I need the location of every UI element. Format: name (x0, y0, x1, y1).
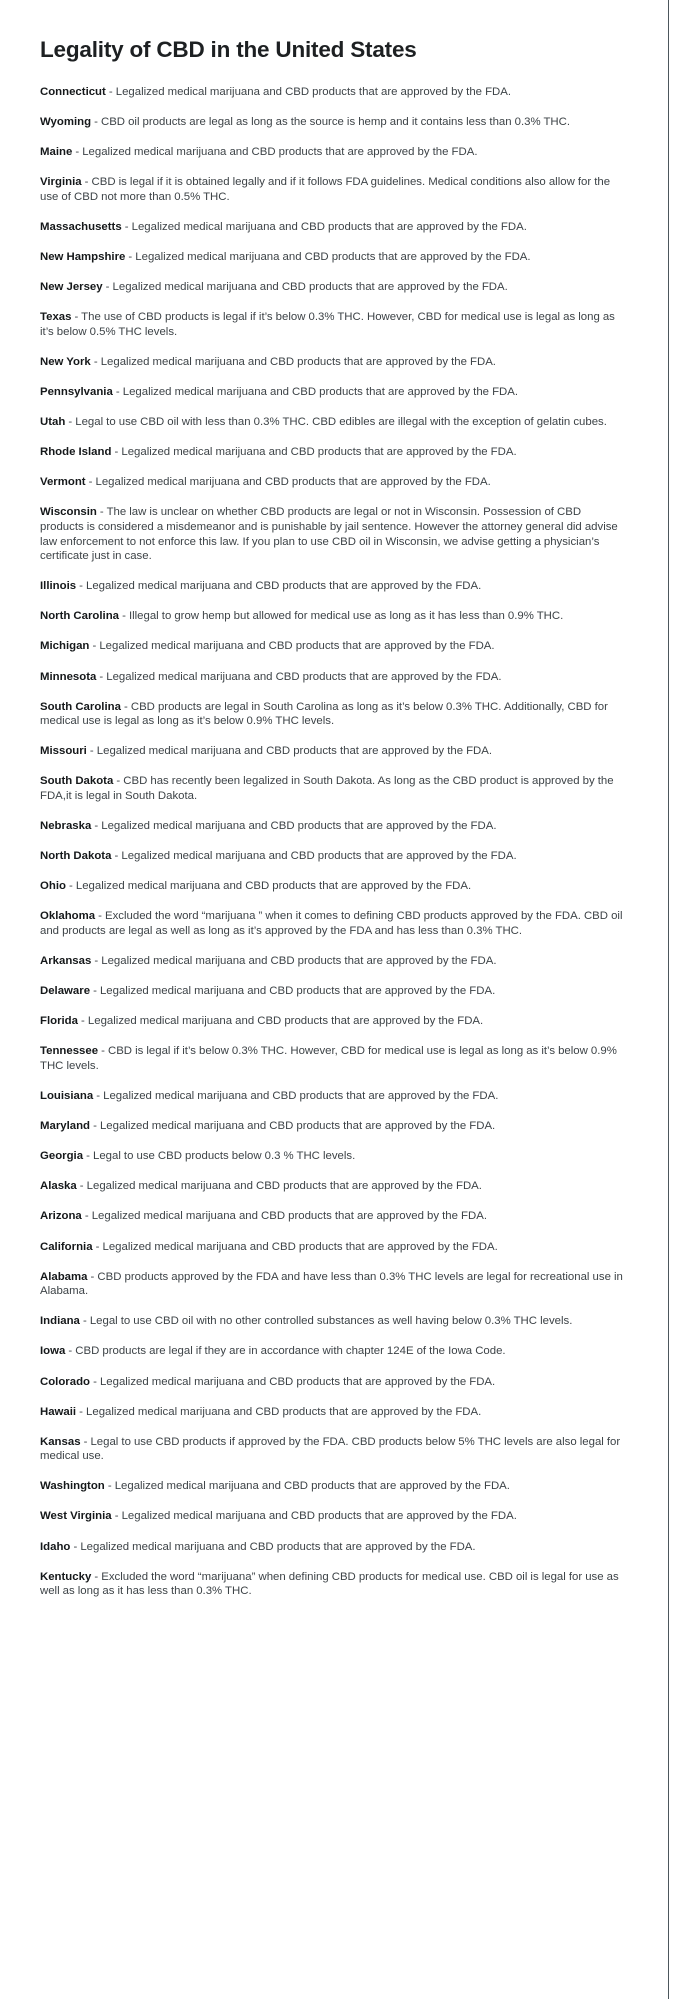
state-entry (40, 1570, 624, 1599)
state-description: Legalized medical marijuana and CBD products that are approved by the FDA. (87, 1015, 484, 1028)
state-name: Delaware (40, 985, 91, 998)
state-description: CBD is legal if it is obtained legally and if it follows FDA guidelines. Medical conditions also allow for the use of CBD not more than 0.5% THC. (40, 176, 611, 203)
state-entry (40, 639, 624, 654)
entry-separator: - (72, 146, 83, 159)
state-entry (40, 1375, 624, 1390)
state-description: Legalized medical marijuana and CBD products that are approved by the FDA. (112, 281, 508, 294)
state-name: Utah (40, 416, 66, 429)
state-description: Legalized medical marijuana and CBD products that are approved by the FDA. (121, 850, 517, 863)
state-name: South Dakota (40, 775, 114, 788)
state-description: The law is unclear on whether CBD products are legal or not in Wisconsin. Possession of CBD products is considered a misdemeanor and is punishable by jail sentence. However the attorney general did advise law enforcement to not enforce this law. If you plan to use CBD oil in Wisconsin, we advise getting a physician’s certificate just in case. (40, 506, 618, 563)
state-description: Legalized medical marijuana and CBD products that are approved by the FDA. (100, 355, 496, 368)
entry-separator: - (76, 1180, 87, 1193)
state-description: Legalized medical marijuana and CBD products that are approved by the FDA. (121, 1510, 517, 1523)
state-description: Legalized medical marijuana and CBD products that are approved by the FDA. (82, 146, 478, 159)
entry-separator: - (112, 386, 123, 399)
state-description: Legal to use CBD products if approved by the FDA. CBD products below 5% THC levels are also legal for medical use. (40, 1435, 621, 1463)
state-name: New Hampshire (40, 251, 126, 264)
state-name: Michigan (40, 640, 90, 653)
state-entry (40, 1209, 624, 1224)
state-name: Connecticut (40, 86, 106, 98)
entry-separator: - (96, 506, 107, 519)
state-name: Virginia (40, 176, 82, 189)
entry-separator: - (70, 1540, 81, 1553)
state-name: Maryland (40, 1120, 91, 1133)
state-name: California (40, 1240, 93, 1253)
state-name: Nebraska (40, 820, 92, 833)
state-entry (40, 145, 624, 160)
state-name: Indiana (40, 1315, 80, 1328)
state-entry (40, 1435, 624, 1464)
state-name: North Carolina (40, 610, 120, 623)
state-description: Legalized medical marijuana and CBD products that are approved by the FDA. (99, 640, 495, 653)
entry-separator: - (90, 985, 100, 998)
state-name: Kansas (40, 1435, 81, 1448)
state-name: Massachusetts (40, 220, 122, 233)
state-entry (40, 445, 624, 460)
state-entry (40, 819, 624, 834)
entry-separator: - (77, 1015, 88, 1028)
state-description: Legal to use CBD oil with no other controlled substances as well having below 0.3% THC levels. (89, 1315, 573, 1328)
state-entry (40, 1314, 624, 1329)
state-description: Legalized medical marijuana and CBD products that are approved by the FDA. (86, 1405, 482, 1418)
entry-separator: - (125, 251, 136, 264)
state-entry (40, 250, 624, 265)
state-entry (40, 909, 624, 938)
state-description: Legalized medical marijuana and CBD products that are approved by the FDA. (114, 1480, 510, 1493)
state-name: Wisconsin (40, 506, 97, 519)
state-description: Legalized medical marijuana and CBD products that are approved by the FDA. (99, 1120, 496, 1133)
state-description: CBD products are legal if they are in accordance with chapter 124E of the Iowa Code. (75, 1345, 506, 1358)
state-name: Alabama (40, 1270, 88, 1283)
state-name: Minnesota (40, 670, 97, 683)
entry-separator: - (104, 1480, 115, 1493)
entry-separator: - (87, 1270, 98, 1283)
entry-separator: - (91, 116, 101, 129)
entry-separator: - (76, 1405, 87, 1418)
entry-separator: - (90, 1120, 100, 1133)
entry-separator: - (79, 1315, 90, 1328)
state-entry (40, 1149, 624, 1164)
state-description: Legal to use CBD oil with less than 0.3% THC. CBD edibles are illegal with the exception of gelatin cubes. (75, 416, 607, 429)
state-name: Georgia (40, 1150, 84, 1163)
state-description: Legalized medical marijuana and CBD products that are approved by the FDA. (91, 1210, 487, 1223)
state-description: CBD has recently been legalized in South Dakota. As long as the CBD product is approved by the FDA,it is legal in South Dakota. (40, 775, 614, 803)
entry-separator: - (120, 700, 131, 713)
state-name: Idaho (40, 1540, 71, 1553)
state-entry (40, 1479, 624, 1494)
state-description: Legalized medical marijuana and CBD products that are approved by the FDA. (121, 446, 517, 459)
state-entry (40, 115, 624, 130)
state-entry (40, 579, 624, 594)
state-description: The use of CBD products is legal if it’s below 0.3% THC. However, CBD for medical use is legal as long as it’s below 0.5% THC levels. (40, 311, 615, 338)
state-entry (40, 984, 624, 999)
entry-separator: - (96, 670, 107, 683)
state-entry (40, 1405, 624, 1420)
state-entry (40, 954, 624, 969)
state-entry (40, 879, 624, 894)
state-name: Tennessee (40, 1045, 99, 1058)
state-name: Washington (40, 1480, 105, 1493)
state-name: North Dakota (40, 850, 112, 863)
state-entry (40, 1270, 624, 1299)
entry-separator: - (83, 1150, 93, 1163)
state-entry (40, 774, 624, 803)
state-name: Arkansas (40, 955, 92, 968)
state-entry (40, 355, 624, 370)
entry-separator: - (65, 416, 76, 429)
entry-separator: - (80, 1435, 91, 1448)
state-description: Legalized medical marijuana and CBD products that are approved by the FDA. (106, 670, 502, 683)
entry-separator: - (111, 446, 122, 459)
state-entry (40, 1540, 624, 1555)
entry-separator: - (93, 1090, 104, 1103)
state-name: Ohio (40, 880, 66, 893)
state-name: South Carolina (40, 700, 121, 713)
state-name: Alaska (40, 1180, 77, 1193)
state-entry (40, 1014, 624, 1029)
state-description: CBD oil products are legal as long as the source is hemp and it contains less than 0.3% THC. (100, 116, 571, 129)
state-name: Rhode Island (40, 446, 112, 459)
entry-separator: - (90, 355, 101, 368)
entry-separator: - (119, 610, 129, 623)
state-entry (40, 280, 624, 295)
entry-separator: - (85, 476, 96, 489)
state-description: Legalized medical marijuana and CBD products that are approved by the FDA. (75, 880, 472, 893)
state-entry-list (40, 85, 624, 1599)
entry-separator: - (76, 580, 87, 593)
state-name: Colorado (40, 1375, 90, 1388)
state-name: Florida (40, 1015, 78, 1028)
state-description: Legalized medical marijuana and CBD products that are approved by the FDA. (122, 386, 519, 399)
state-entry (40, 744, 624, 759)
state-entry (40, 475, 624, 490)
state-entry (40, 609, 624, 624)
state-description: Illegal to grow hemp but allowed for medical use as long as it has less than 0.9% THC. (128, 610, 564, 623)
state-description: Legalized medical marijuana and CBD products that are approved by the FDA. (95, 476, 491, 489)
state-description: Legalized medical marijuana and CBD products that are approved by the FDA. (96, 745, 493, 758)
state-description: CBD is legal if it’s below 0.3% THC. However, CBD for medical use is legal as long as it’s below 0.9% THC levels. (40, 1045, 617, 1072)
state-entry (40, 670, 624, 685)
entry-separator: - (91, 1570, 102, 1583)
entry-separator: - (91, 955, 102, 968)
state-description: Legalized medical marijuana and CBD products that are approved by the FDA. (86, 1180, 482, 1193)
entry-separator: - (113, 775, 124, 788)
state-description: Legalized medical marijuana and CBD products that are approved by the FDA. (102, 1240, 498, 1253)
entry-separator: - (81, 176, 92, 189)
state-name: Iowa (40, 1345, 66, 1358)
state-entry (40, 310, 624, 339)
state-entry (40, 175, 624, 204)
entry-separator: - (111, 850, 122, 863)
state-name: Missouri (40, 745, 87, 758)
state-description: Legalized medical marijuana and CBD products that are approved by the FDA. (86, 580, 482, 593)
entry-separator: - (71, 311, 82, 324)
state-name: Vermont (40, 476, 86, 489)
entry-separator: - (86, 745, 97, 758)
page-title: Legality of CBD in the United States (40, 37, 417, 62)
state-entry (40, 505, 624, 563)
state-entry (40, 1119, 624, 1134)
state-entry (40, 1089, 624, 1104)
state-description: Legalized medical marijuana and CBD products that are approved by the FDA. (131, 220, 527, 233)
state-entry (40, 1179, 624, 1194)
state-description: Legalized medical marijuana and CBD products that are approved by the FDA. (99, 985, 496, 998)
state-entry (40, 700, 624, 729)
state-name: New Jersey (40, 281, 103, 294)
entry-separator: - (105, 86, 116, 98)
state-description: CBD products are legal in South Carolina as long as it’s below 0.3% THC. Additionally, CBD for medical use is legal as long as it’s below 0.9% THC levels. (40, 700, 608, 728)
entry-separator: - (81, 1210, 92, 1223)
state-description: Legalized medical marijuana and CBD products that are approved by the FDA. (99, 1375, 496, 1388)
entry-separator: - (111, 1510, 122, 1523)
state-entry (40, 220, 624, 235)
entry-separator: - (65, 1345, 76, 1358)
entry-separator: - (98, 1045, 108, 1058)
state-entry (40, 85, 624, 100)
entry-separator: - (92, 1240, 103, 1253)
state-entry (40, 849, 624, 864)
state-name: Oklahoma (40, 910, 96, 923)
state-name: Texas (40, 311, 72, 324)
entry-separator: - (121, 220, 132, 233)
state-name: Maine (40, 146, 73, 159)
page-gutter (669, 0, 680, 1999)
state-name: Illinois (40, 580, 77, 593)
entry-separator: - (65, 880, 76, 893)
state-entry (40, 1344, 624, 1359)
state-name: Hawaii (40, 1405, 77, 1418)
state-name: Pennsylvania (40, 386, 113, 399)
state-entry (40, 1509, 624, 1524)
state-entry (40, 385, 624, 400)
state-name: Kentucky (40, 1570, 92, 1583)
state-description: CBD products approved by the FDA and have less than 0.3% THC levels are legal for recreational use in Alabama. (40, 1270, 623, 1298)
state-description: Legalized medical marijuana and CBD products that are approved by the FDA. (80, 1540, 476, 1553)
entry-separator: - (102, 281, 113, 294)
entry-separator: - (89, 640, 100, 653)
state-name: Arizona (40, 1210, 82, 1223)
state-description: Legalized medical marijuana and CBD products that are approved by the FDA. (101, 820, 497, 833)
entry-separator: - (90, 1375, 100, 1388)
state-description: Legalized medical marijuana and CBD products that are approved by the FDA. (101, 955, 497, 968)
state-name: Wyoming (40, 116, 92, 129)
entry-separator: - (95, 910, 106, 923)
state-description: Legalized medical marijuana and CBD products that are approved by the FDA. (135, 251, 531, 264)
state-name: Louisiana (40, 1090, 94, 1103)
state-entry (40, 1240, 624, 1255)
state-description: Excluded the word “marijuana” when defining CBD products for medical use. CBD oil is legal for use as well as long as it has less than 0.3% THC. (40, 1570, 619, 1598)
state-entry (40, 415, 624, 430)
state-entry (40, 1044, 624, 1073)
entry-separator: - (91, 820, 102, 833)
state-description: Legalized medical marijuana and CBD products that are approved by the FDA. (115, 86, 512, 98)
state-description: Legal to use CBD products below 0.3 % THC levels. (92, 1150, 356, 1163)
state-name: New York (40, 355, 91, 368)
state-description: Legalized medical marijuana and CBD products that are approved by the FDA. (103, 1090, 499, 1103)
state-description: Excluded the word “marijuana ” when it comes to defining CBD products approved by the FDA. CBD oil and products are legal as well as long as it’s approved by the FDA and has less than 0.3% THC. (40, 910, 623, 937)
state-name: West Virginia (40, 1510, 112, 1523)
